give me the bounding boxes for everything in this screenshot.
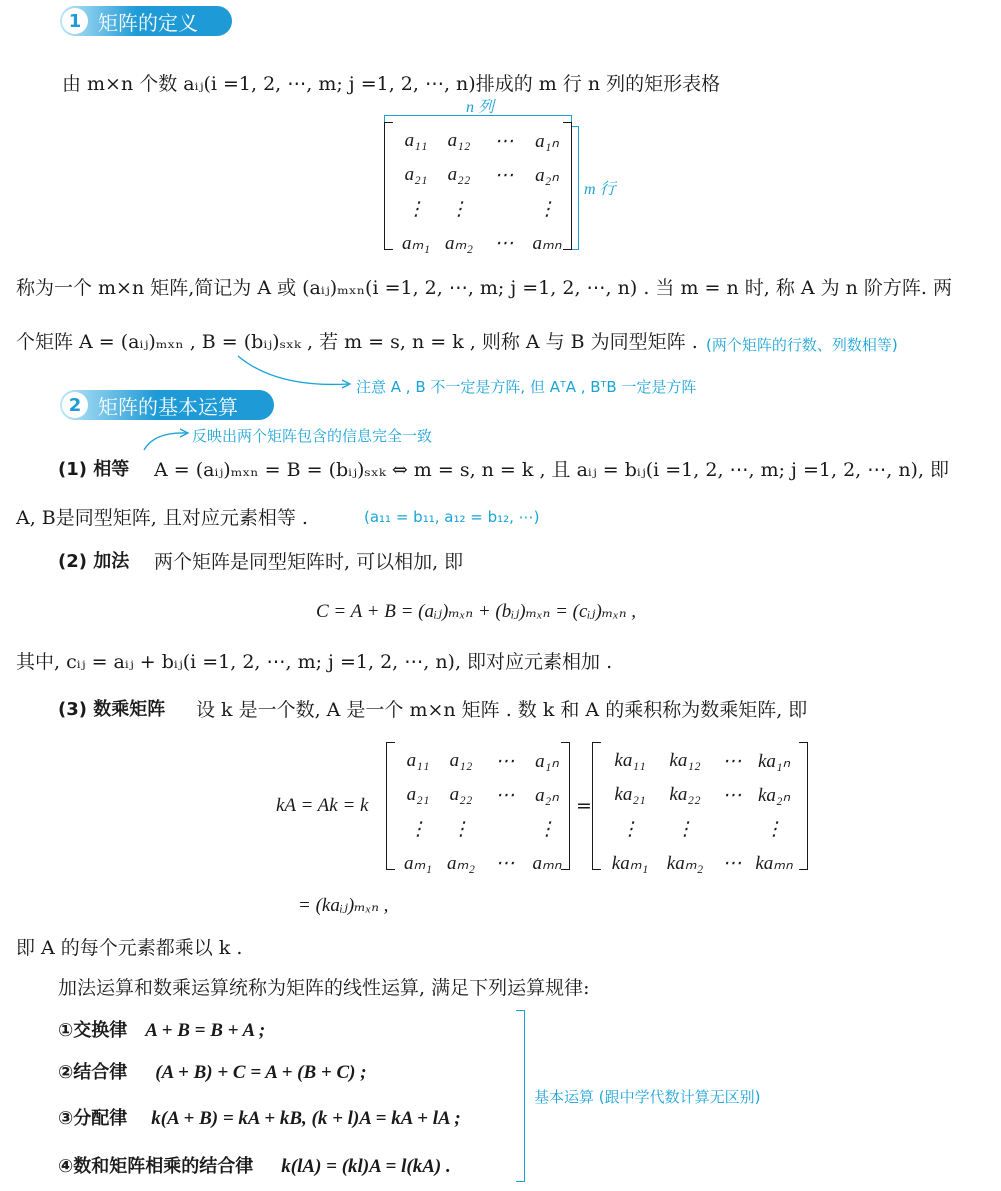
equality-line-2: A, B是同型矩阵, 且对应元素相等 .: [16, 507, 308, 529]
definition-line-3: 个矩阵 A = (aᵢⱼ)ₘₓₙ , B = (bᵢⱼ)ₛₓₖ , 若 m = s, n = k , 则称 A 与 B 为同型矩阵 .: [16, 331, 698, 353]
section-number: 2: [62, 392, 88, 418]
square-matrix-note: 注意 A , B 不一定是方阵, 但 AᵀA , BᵀB 一定是方阵: [356, 378, 697, 396]
matrix-a: [386, 742, 570, 874]
matrix-cell: ⋮: [449, 198, 469, 220]
addition-label: (2) 加法: [58, 551, 130, 572]
matrix-cell: ⋯: [722, 750, 742, 772]
law-label: ④数和矩阵相乘的结合律: [58, 1156, 254, 1177]
n-columns-label: n 列: [466, 99, 495, 116]
matrix-cell: ⋮: [537, 818, 557, 840]
matrix-cell: a₁₁: [406, 750, 430, 771]
equals-sign: =: [576, 795, 592, 817]
matrix-cell: a₂₂: [447, 164, 471, 185]
section-header-2: [60, 390, 274, 420]
addition-text: 两个矩阵是同型矩阵时, 可以相加, 即: [154, 551, 464, 573]
matrix-cell: ⋮: [675, 818, 695, 840]
matrix-cell: a₂₁: [404, 164, 428, 185]
matrix-cell: ⋯: [495, 852, 515, 874]
matrix-cell: kaₘₙ: [755, 852, 793, 874]
scalar-label: (3) 数乘矩阵: [58, 699, 166, 720]
matrix-cell: a₂₁: [406, 784, 430, 805]
matrix-cell: ka₂ₙ: [757, 784, 791, 806]
matrix-cell: ⋯: [494, 130, 514, 152]
equality-note: 反映出两个矩阵包含的信息完全一致: [192, 427, 433, 445]
matrix-cell: aₘ₂: [447, 852, 475, 874]
matrix-cell: ⋮: [451, 818, 471, 840]
addition-formula: C = A + B = (aᵢⱼ)ₘₓₙ + (bᵢⱼ)ₘₓₙ = (cᵢⱼ)ₘₓₙ ,: [316, 601, 637, 622]
scalar-lhs: kA = Ak = k: [276, 795, 369, 816]
matrix-cell: kaₘ₁: [611, 852, 649, 874]
law-4: [58, 1154, 451, 1179]
equality-element-note: (a₁₁ = b₁₁, a₁₂ = b₁₂, ⋯): [364, 508, 540, 526]
matrix-cell: ⋯: [495, 750, 515, 772]
same-type-note: (两个矩阵的行数、列数相等): [706, 336, 898, 354]
law-formula: (A + B) + C = A + (B + C) ;: [155, 1062, 367, 1083]
section-title: 矩阵的定义: [98, 10, 198, 35]
matrix-cell: ka₂₁: [614, 784, 646, 805]
matrix-cell: [714, 812, 750, 846]
matrix-cell: ka₁₂: [669, 750, 701, 771]
matrix-cell: a₁ₙ: [535, 750, 559, 772]
scalar-text: 设 k 是一个数, A 是一个 m×n 矩阵 . 数 k 和 A 的乘积称为数乘矩阵, 即: [196, 699, 808, 721]
matrix-cell: ⋮: [406, 198, 426, 220]
n-columns-brace: [384, 115, 572, 122]
section-header-1: [60, 6, 232, 36]
matrix-cell: ka₁ₙ: [757, 750, 791, 772]
matrix-cell: ⋯: [722, 784, 742, 806]
matrix-cell: ⋯: [495, 784, 515, 806]
matrix-cell: ⋮: [408, 818, 428, 840]
definition-line-2: 称为一个 m×n 矩阵,简记为 A 或 (aᵢⱼ)ₘₓₙ(i =1, 2, ⋯, m; j =1, 2, ⋯, n) . 当 m = n 时, 称 A 为 n 阶方阵. 两: [16, 277, 953, 299]
matrix-cell: aₘ₁: [404, 852, 432, 874]
law-1: [58, 1018, 265, 1043]
law-label: ①交换律: [58, 1020, 128, 1041]
definition-line-1: 由 m×n 个数 aᵢⱼ(i =1, 2, ⋯, m; j =1, 2, ⋯, n)排成的 m 行 n 列的矩形表格: [62, 73, 721, 95]
equality-label: (1) 相等: [58, 459, 130, 480]
note-arrow-2: [142, 426, 192, 452]
matrix-cell: aₘ₁: [402, 232, 430, 254]
definition-matrix: [384, 122, 572, 254]
law-formula: k(A + B) = kA + kB, (k + l)A = kA + lA ;: [151, 1108, 461, 1129]
matrix-cell: a₁₂: [449, 750, 473, 771]
law-3: [58, 1106, 461, 1131]
section-title: 矩阵的基本运算: [98, 394, 238, 419]
matrix-cell: ⋮: [537, 198, 557, 220]
law-formula: k(lA) = (kl)A = l(kA) .: [281, 1156, 451, 1177]
law-label: ②结合律: [58, 1062, 128, 1083]
matrix-cell: aₘ₂: [445, 232, 473, 254]
matrix-cell: a₂ₙ: [535, 164, 559, 186]
matrix-cell: ka₂₂: [669, 784, 701, 805]
matrix-cell: kaₘ₂: [666, 852, 704, 874]
law-formula: A + B = B + A ;: [145, 1020, 266, 1041]
addition-where: 其中, cᵢⱼ = aᵢⱼ + bᵢⱼ(i =1, 2, ⋯, m; j =1, 2, ⋯, n), 即对应元素相加 .: [16, 651, 613, 673]
laws-note: 基本运算 (跟中学代数计算无区别): [534, 1088, 761, 1106]
laws-brace: [516, 1010, 525, 1182]
law-2: [58, 1060, 367, 1085]
matrix-cell: aₘₙ: [532, 232, 562, 254]
matrix-cell: a₂₂: [449, 784, 473, 805]
matrix-cell: ⋯: [494, 164, 514, 186]
equality-text: A = (aᵢⱼ)ₘₓₙ = B = (bᵢⱼ)ₛₓₖ ⇔ m = s, n = k , 且 aᵢⱼ = bᵢⱼ(i =1, 2, ⋯, m; j =1, 2, ⋯, n), 即: [154, 459, 950, 481]
matrix-cell: ⋮: [764, 818, 784, 840]
scalar-end: 即 A 的每个元素都乘以 k .: [16, 937, 243, 959]
matrix-cell: ⋯: [722, 852, 742, 874]
matrix-cell: a₁₂: [447, 130, 471, 151]
matrix-cell: ka₁₁: [614, 750, 646, 771]
matrix-cell: ⋯: [494, 232, 514, 254]
matrix-cell: a₁₁: [404, 130, 428, 151]
matrix-ka: [592, 742, 808, 874]
linear-intro: 加法运算和数乘运算统称为矩阵的线性运算, 满足下列运算规律:: [58, 977, 590, 999]
matrix-cell: ⋮: [620, 818, 640, 840]
matrix-cell: [484, 812, 526, 846]
matrix-cell: [482, 192, 526, 226]
scalar-tail: = (kaᵢⱼ)ₘₓₙ ,: [298, 895, 389, 916]
law-label: ③分配律: [58, 1108, 128, 1129]
matrix-cell: aₘₙ: [532, 852, 562, 874]
m-rows-brace: [572, 126, 579, 250]
matrix-cell: a₂ₙ: [535, 784, 559, 806]
section-number: 1: [62, 8, 88, 34]
m-rows-label: m 行: [584, 181, 616, 198]
note-arrow-1: [236, 354, 356, 390]
matrix-cell: a₁ₙ: [535, 130, 559, 152]
